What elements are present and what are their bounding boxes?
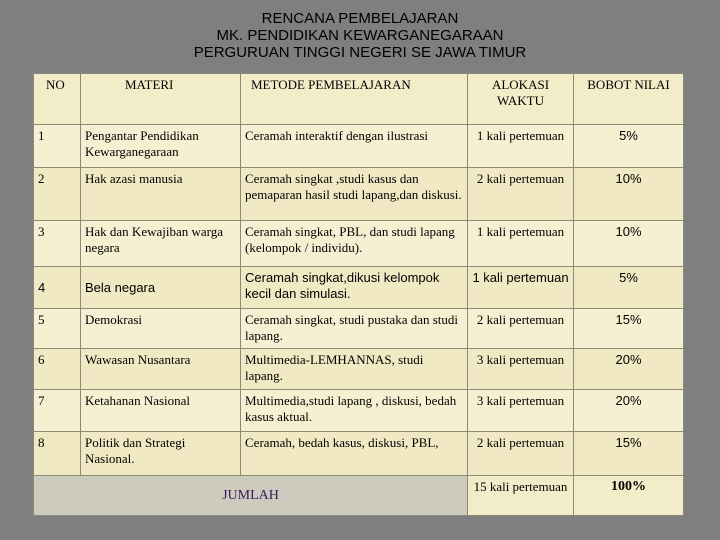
- row-materi: Wawasan Nusantara: [81, 349, 241, 390]
- row-alokasi: 1 kali pertemuan: [468, 221, 574, 267]
- header-bobot: BOBOT NILAI: [574, 74, 684, 125]
- row-no: 3: [34, 221, 81, 267]
- row-no: 4: [34, 267, 81, 309]
- row-no: 1: [34, 125, 81, 168]
- row-materi: Ketahanan Nasional: [81, 390, 241, 432]
- table-row: [34, 221, 684, 267]
- title-line-1: RENCANA PEMBELAJARAN: [261, 10, 459, 27]
- row-materi: Hak dan Kewajiban warga negara: [81, 221, 241, 267]
- header-no: NO: [34, 74, 81, 125]
- row-no: 5: [34, 309, 81, 349]
- row-metode: Ceramah singkat ,studi kasus dan pemaparan hasil studi lapang,dan diskusi.: [241, 168, 468, 221]
- page-title: [0, 10, 720, 61]
- row-bobot: 10%: [574, 221, 684, 267]
- table-row: [34, 390, 684, 432]
- row-alokasi: 2 kali pertemuan: [468, 309, 574, 349]
- row-materi: Pengantar Pendidikan Kewarganegaraan: [81, 125, 241, 168]
- row-metode: Ceramah singkat,dikusi kelompok kecil dan simulasi.: [241, 267, 468, 309]
- header-metode: METODE PEMBELAJARAN: [241, 74, 468, 125]
- total-label: JUMLAH: [34, 476, 468, 516]
- table-row: [34, 432, 684, 476]
- table-row: [34, 309, 684, 349]
- row-bobot: 20%: [574, 390, 684, 432]
- row-bobot: 10%: [574, 168, 684, 221]
- table-row: [34, 168, 684, 221]
- header-alokasi: ALOKASI WAKTU: [468, 74, 574, 125]
- row-alokasi: 1 kali pertemuan: [468, 267, 574, 309]
- row-alokasi: 1 kali pertemuan: [468, 125, 574, 168]
- row-no: 7: [34, 390, 81, 432]
- row-metode: Ceramah, bedah kasus, diskusi, PBL,: [241, 432, 468, 476]
- table-row: [34, 267, 684, 309]
- row-bobot: 5%: [574, 267, 684, 309]
- row-bobot: 15%: [574, 432, 684, 476]
- row-alokasi: 2 kali pertemuan: [468, 168, 574, 221]
- total-alokasi: 15 kali pertemuan: [468, 476, 574, 516]
- row-materi: Demokrasi: [81, 309, 241, 349]
- total-row: [34, 476, 684, 516]
- row-metode: Ceramah singkat, PBL, dan studi lapang (kelompok / individu).: [241, 221, 468, 267]
- row-alokasi: 3 kali pertemuan: [468, 349, 574, 390]
- row-alokasi: 2 kali pertemuan: [468, 432, 574, 476]
- row-no: 2: [34, 168, 81, 221]
- title-line-2: MK. PENDIDIKAN KEWARGANEGARAAN: [216, 27, 504, 44]
- table-row: [34, 125, 684, 168]
- total-bobot: 100%: [574, 476, 684, 516]
- row-metode: Ceramah interaktif dengan ilustrasi: [241, 125, 468, 168]
- table-header-row: [34, 74, 684, 125]
- row-bobot: 20%: [574, 349, 684, 390]
- row-materi: Bela negara: [81, 267, 241, 309]
- row-bobot: 15%: [574, 309, 684, 349]
- table-row: [34, 349, 684, 390]
- header-materi: MATERI: [81, 74, 241, 125]
- title-line-3: PERGURUAN TINGGI NEGERI SE JAWA TIMUR: [193, 44, 527, 61]
- row-metode: Multimedia,studi lapang , diskusi, bedah kasus aktual.: [241, 390, 468, 432]
- row-metode: Ceramah singkat, studi pustaka dan studi lapang.: [241, 309, 468, 349]
- row-materi: Hak azasi manusia: [81, 168, 241, 221]
- row-metode: Multimedia-LEMHANNAS, studi lapang.: [241, 349, 468, 390]
- lesson-plan-table: [33, 73, 684, 516]
- row-no: 6: [34, 349, 81, 390]
- row-materi: Politik dan Strategi Nasional.: [81, 432, 241, 476]
- row-no: 8: [34, 432, 81, 476]
- row-alokasi: 3 kali pertemuan: [468, 390, 574, 432]
- row-bobot: 5%: [574, 125, 684, 168]
